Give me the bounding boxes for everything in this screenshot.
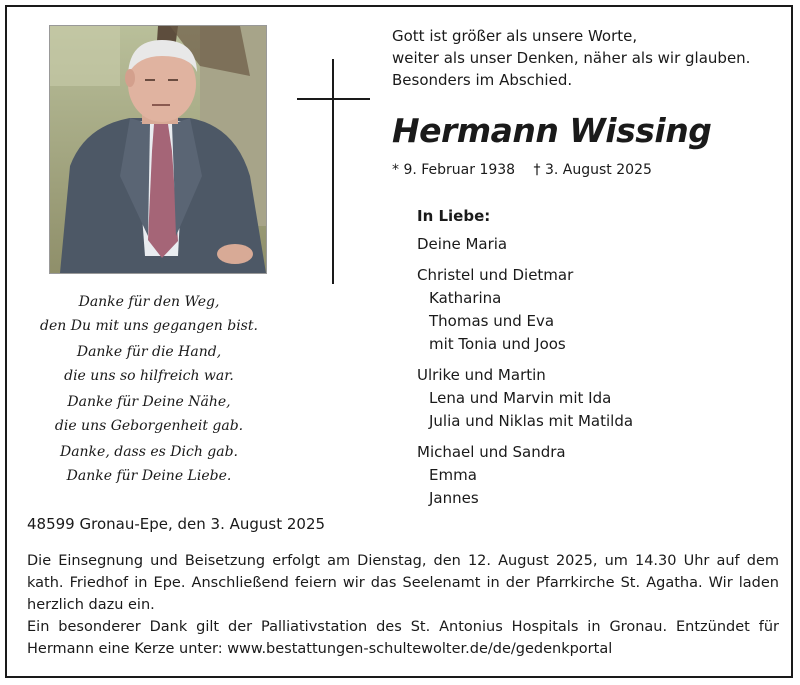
family-member: Katharina — [429, 289, 502, 307]
family-group-name: Michael und Sandra — [417, 443, 566, 461]
notice-paragraph: Die Einsegnung und Beisetzung erfolgt am Dienstag, den 12. August 2025, um 14.30 Uhr auf dem kath. Friedhof in Epe. Anschließend feiern wir das Seelenamt in der Pfarrkirche St. Agatha. Wir laden herzlich dazu ein. — [27, 553, 779, 613]
family-list — [417, 205, 633, 518]
family-group — [417, 233, 633, 256]
poem-stanza — [27, 290, 271, 338]
family-member: Emma — [429, 466, 477, 484]
family-group — [417, 441, 633, 510]
family-group — [417, 264, 633, 356]
death-date: † 3. August 2025 — [533, 162, 652, 178]
cross-icon-bar — [297, 98, 370, 100]
notice-paragraph: Ein besonderer Dank gilt der Palliativstation des St. Antonius Hospitals in Gronau. Entzündet für Hermann eine Kerze unter: www.bestattungen-schultewolter.de/de/gedenkportal — [27, 619, 779, 657]
birth-date: * 9. Februar 1938 — [392, 162, 516, 178]
cross-icon — [332, 59, 334, 284]
funeral-notice — [27, 550, 779, 660]
poem-line: Danke für die Hand, — [76, 344, 222, 360]
family-group-name: Deine Maria — [417, 235, 508, 253]
motto — [392, 25, 750, 91]
life-dates — [392, 162, 666, 178]
family-group-name: Christel und Dietmar — [417, 266, 574, 284]
family-member: Jannes — [429, 489, 479, 507]
poem-line: Danke für Deine Nähe, — [67, 394, 231, 410]
obituary-card — [5, 5, 793, 678]
motto-line: Besonders im Abschied. — [392, 71, 573, 89]
family-group-name: Ulrike und Martin — [417, 366, 546, 384]
family-member: Lena und Marvin mit Ida — [429, 389, 612, 407]
motto-line: Gott ist größer als unsere Worte, — [392, 27, 638, 45]
poem-stanza — [27, 340, 271, 388]
poem-stanza — [27, 390, 271, 438]
family-group — [417, 364, 633, 433]
poem-line: Danke für den Weg, — [78, 294, 220, 310]
motto-line: weiter als unser Denken, näher als wir glauben. — [392, 49, 751, 67]
place-and-date: 48599 Gronau-Epe, den 3. August 2025 — [27, 515, 326, 533]
poem-line: den Du mit uns gegangen bist. — [40, 318, 258, 334]
poem — [27, 290, 271, 490]
poem-stanza — [27, 440, 271, 488]
family-member: Thomas und Eva — [429, 312, 555, 330]
family-member: mit Tonia und Joos — [429, 335, 566, 353]
poem-line: die uns so hilfreich war. — [64, 368, 234, 384]
family-heading: In Liebe: — [417, 207, 491, 225]
poem-line: Danke für Deine Liebe. — [66, 468, 232, 484]
poem-line: Danke, dass es Dich gab. — [59, 444, 239, 460]
poem-line: die uns Geborgenheit gab. — [54, 418, 244, 434]
portrait-photo — [49, 25, 267, 274]
deceased-name: Hermann Wissing — [392, 111, 712, 150]
family-member: Julia und Niklas mit Matilda — [429, 412, 634, 430]
